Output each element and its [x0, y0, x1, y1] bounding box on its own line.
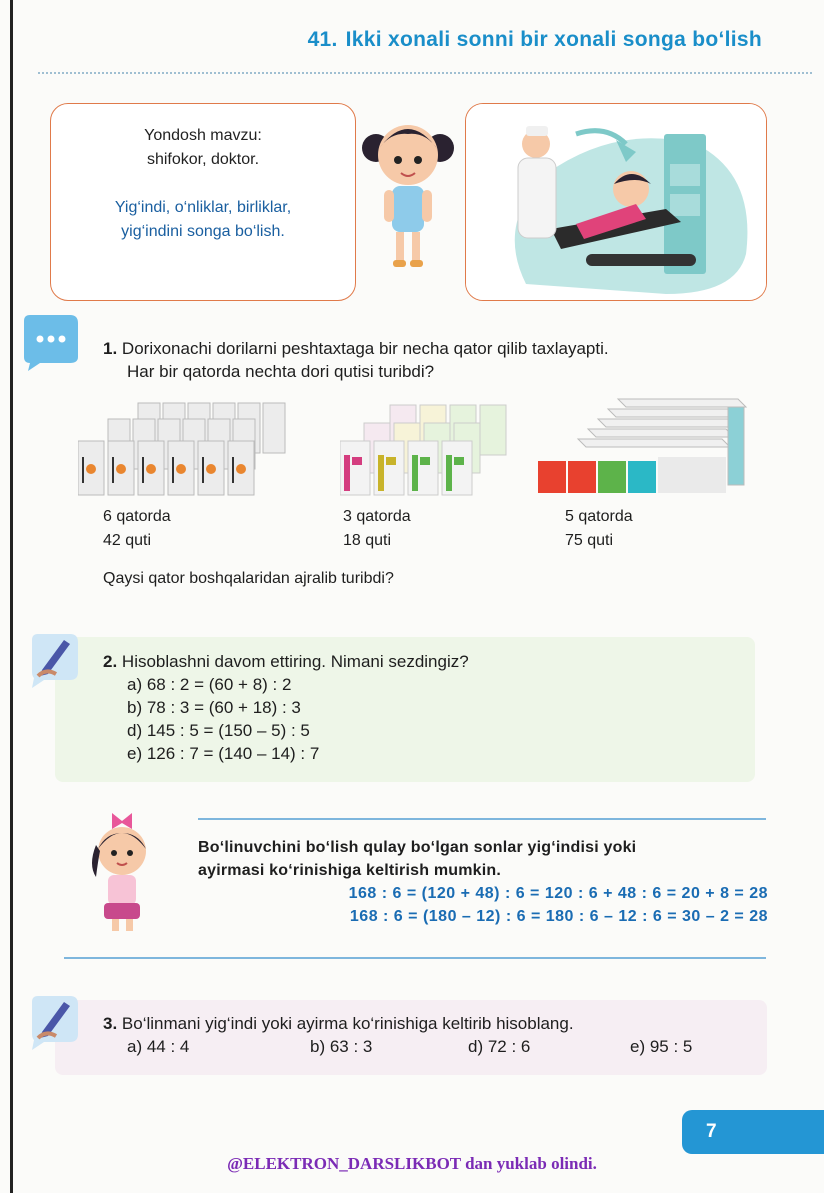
group-3-count: 75 quti: [565, 532, 614, 549]
topic-line-3: Yig‘indi, o‘nliklar, birliklar,: [114, 199, 292, 216]
dentist-illustration-box: [465, 103, 767, 301]
lesson-title: [0, 28, 762, 52]
medicine-boxes-group-1: [78, 395, 328, 500]
task-1-question: Qaysi qator boshqalaridan ajralib turibdi?: [103, 570, 394, 587]
task-1-line-2: Har bir qatorda nechta dori qutisi turibdi?: [127, 362, 435, 381]
task-3-item-b: b) 63 : 3: [310, 1037, 373, 1056]
dentist-scene-illustration: [466, 104, 766, 300]
topic-line-4: yig‘indini songa bo‘lish.: [121, 223, 285, 240]
footer-credit: @ELEKTRON_DARSLIKBOT dan yuklab olindi.: [227, 1154, 597, 1173]
task-2-number: 2.: [103, 652, 118, 671]
rule-top-line: [198, 818, 766, 820]
topic-box: [50, 103, 356, 301]
lesson-number: 41.: [307, 28, 338, 51]
group-3-caption: [565, 505, 633, 553]
lesson-title-text: Ikki xonali sonni bir xonali songa bo‘lish: [345, 28, 762, 51]
task-2-prompt: Hisoblashni davom ettiring. Nimani sezdingiz?: [121, 652, 469, 671]
task-3-item-e: e) 95 : 5: [630, 1037, 693, 1056]
topic-line-1: Yondosh mavzu:: [144, 127, 262, 144]
task-3-item-d: d) 72 : 6: [468, 1037, 531, 1056]
task-3-prompt: Bo‘linmani yig‘indi yoki ayirma ko‘rinishiga keltirib hisoblang.: [121, 1014, 574, 1033]
task-1-line-1: Dorixonachi dorilarni peshtaxtaga bir necha qator qilib taxlayapti.: [121, 339, 609, 358]
pencil-writing-icon: [26, 630, 82, 690]
task-2-item-a: a) 68 : 2 = (60 + 8) : 2: [127, 675, 292, 694]
rule-line-1: Bo‘linuvchini bo‘lish qulay bo‘lgan sonlar yig‘indisi yoki: [198, 839, 637, 856]
task-3: [103, 1012, 692, 1058]
group-2-rows: 3 qatorda: [343, 508, 411, 525]
group-3-rows: 5 qatorda: [565, 508, 633, 525]
pencil-writing-icon: [26, 992, 82, 1052]
group-2-count: 18 quti: [343, 532, 392, 549]
medicine-boxes-group-3: [538, 395, 748, 500]
task-1: [103, 337, 609, 383]
group-1-count: 42 quti: [103, 532, 152, 549]
group-1-caption: [103, 505, 171, 553]
task-1-number: 1.: [103, 339, 118, 358]
rule-bottom-line: [64, 957, 766, 959]
task-2-item-d: d) 145 : 5 = (150 – 5) : 5: [127, 721, 310, 740]
page-number-tab: [682, 1110, 824, 1154]
topic-line-2: shifokor, doktor.: [146, 151, 260, 168]
girl-illustration: [356, 110, 460, 280]
task-2-item-e: e) 126 : 7 = (140 – 14) : 7: [127, 744, 320, 763]
rule-box: [198, 836, 768, 928]
task-3-item-a: a) 44 : 4: [127, 1037, 190, 1056]
task-2-item-b: b) 78 : 3 = (60 + 18) : 3: [127, 698, 301, 717]
page-binding-edge: [10, 0, 13, 1193]
page-number: 7: [706, 1121, 717, 1142]
rule-equation-1: 168 : 6 = (120 + 48) : 6 = 120 : 6 + 48 : 6 = 20 + 8 = 28: [348, 885, 768, 902]
dotted-divider: [38, 72, 812, 74]
group-1-rows: 6 qatorda: [103, 508, 171, 525]
rule-line-2: ayirmasi ko‘rinishiga keltirish mumkin.: [198, 862, 502, 879]
medicine-boxes-group-2: [340, 395, 520, 500]
girl-with-bow-illustration: [82, 805, 162, 935]
task-2: [103, 650, 469, 765]
group-2-caption: [343, 505, 411, 553]
rule-equation-2: 168 : 6 = (180 – 12) : 6 = 180 : 6 – 12 : 6 = 30 – 2 = 28: [349, 908, 768, 925]
discussion-bubble-icon: [20, 313, 80, 373]
task-3-number: 3.: [103, 1014, 118, 1033]
